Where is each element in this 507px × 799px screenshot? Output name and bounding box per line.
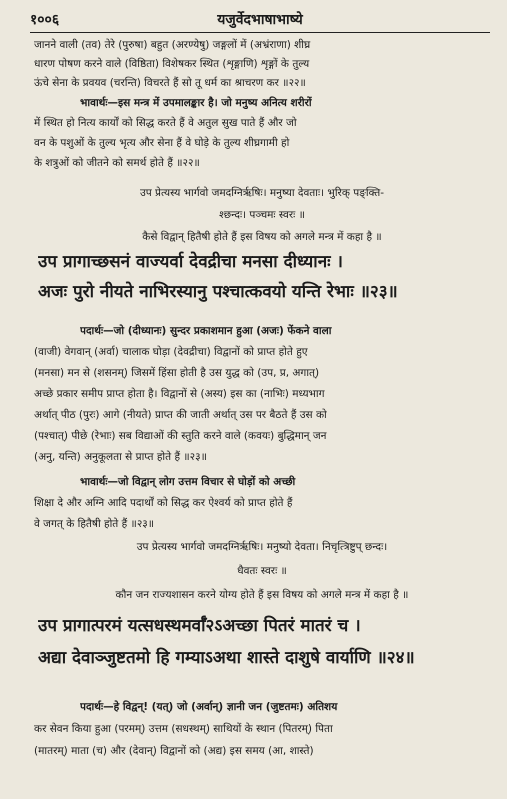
text-line: अच्छे प्रकार समीप प्राप्त होता है। विद्वानों से (अस्य) इस का (नाभिः) मध्यभाग	[34, 388, 325, 400]
text-line: कर सेवन किया हुआ (परमम्) उत्तम (सधस्थम्) साथियों के स्थान (पितरम्) पिता	[34, 723, 333, 735]
text-line: वे जगत् के हितैषी होते हैं ॥२३॥	[34, 518, 155, 530]
rishi-devata-line: उप प्रेत्यस्य भार्गवो जमदग्निर्ऋषिः। मनुष्या देवताः। भुरिक् पङ्क्ति-	[139, 187, 385, 199]
running-title: यजुर्वेदभाषाभाष्ये	[217, 12, 303, 28]
text-line: धारण पोषण करने वाले (विष्ठिता) विशेषकर स्थित (शृङ्गाणि) शृङ्गों के तुल्य	[34, 58, 310, 70]
text-line: ऊंचे सेना के प्रवयव (चरन्ति) विचरते हैं सो तू धर्म का श्राचरण कर ॥२२॥	[34, 77, 306, 89]
rishi-devata-line: उप प्रेत्यस्य भार्गवो जमदग्निर्ऋषिः। मनुष्यो देवता। निचृत्त्रिष्टुप् छन्दः।	[136, 541, 388, 553]
text-line: (अनु, यन्ति) अनुकूलता से प्राप्त होते हैं ॥२३॥	[34, 451, 207, 463]
topic-line: कैसे विद्वान् हितैषी होते हैं इस विषय को अगले मन्त्र में कहा है ॥	[142, 231, 382, 243]
chhanda-swara-line: श्छन्दः। पञ्चमः स्वरः ॥	[219, 209, 305, 221]
text-line: में स्थित हो नित्य कार्यों को सिद्ध करते हैं वे अतुल सुख पाते हैं और जो	[34, 117, 297, 129]
topic-line: कौन जन राज्यशासन करने योग्य होते हैं इस विषय को अगले मन्त्र में कहा है ॥	[115, 589, 409, 601]
header-rule	[30, 32, 490, 33]
page-number: १००६	[30, 12, 60, 28]
chhanda-swara-line: धैवतः स्वरः ॥	[237, 565, 287, 577]
text-line: (वाजी) वेगवान् (अर्वा) चालाक घोड़ा (देवद्रीचा) विद्वानों को प्राप्त होते हुए	[34, 346, 308, 358]
page-header	[30, 6, 490, 32]
mantra-line: अद्या देवाञ्जुष्टतमो हि गम्याऽअथा शास्ते दाशुषे वार्याणि ॥२४॥	[38, 648, 415, 668]
bhavartha-line: भावार्थः—जो विद्वान् लोग उत्तम विचार से घोड़ों को अच्छी	[80, 476, 296, 488]
text-line: वन के पशुओं के तुल्य भृत्य और सेना हैं वे घोड़े के तुल्य शीघ्रगामी हो	[34, 137, 290, 149]
mantra-line: उप प्रागात्परमं यत्सधस्थमर्वाँ२ऽअच्छा पितरं मातरं च ।	[38, 616, 361, 636]
bhavartha-line: भावार्थः—इस मन्त्र में उपमालङ्कार है। जो मनुष्य अनित्य शरीरों	[80, 97, 312, 109]
text-line: अर्थात् पीठ (पुरः) आगे (नीयते) प्राप्त की जाती अर्थात् उस पर बैठते हैं उस को	[34, 409, 327, 421]
text-line: (मातरम्) माता (च) और (देवान्) विद्वानों को (अद्य) इस समय (आ, शास्ते)	[34, 745, 314, 757]
padartha-line: पदार्थः—हे विद्वन्! (यत्) जो (अर्वान्) ज्ञानी जन (जुष्टतमः) अतिशय	[80, 701, 338, 713]
mantra-line: उप प्रागाच्छसनं वाज्यर्वा देवद्रीचा मनसा दीध्यानः ।	[38, 252, 343, 272]
text-line: के शत्रुओं को जीतने को समर्थ होते हैं ॥२२॥	[34, 157, 200, 169]
mantra-line: अजः पुरो नीयते नाभिरस्यानु पश्चात्कवयो यन्ति रेभाः ॥२३॥	[38, 282, 398, 302]
padartha-line: पदार्थः—जो (दीध्यानः) सुन्दर प्रकाशमान हुआ (अजः) फेंकने वाला	[80, 325, 332, 337]
text-line: जानने वाली (तव) तेरे (पुरुषा) बहुत (अरण्येषु) जङ्गलों में (अभ्रंराणा) शीघ्र	[34, 39, 311, 51]
text-line: (मनसा) मन से (शसनम्) जिसमें हिंसा होती है उस युद्ध को (उप, प्र, अगात्)	[34, 367, 320, 379]
text-line: शिक्षा दे और अग्नि आदि पदार्थों को सिद्ध कर ऐश्वर्य को प्राप्त होते हैं	[34, 497, 293, 509]
text-line: (पश्चात्) पीछे (रेभाः) सब विद्याओं की स्तुति करने वाले (कवयः) बुद्धिमान् जन	[34, 430, 327, 442]
